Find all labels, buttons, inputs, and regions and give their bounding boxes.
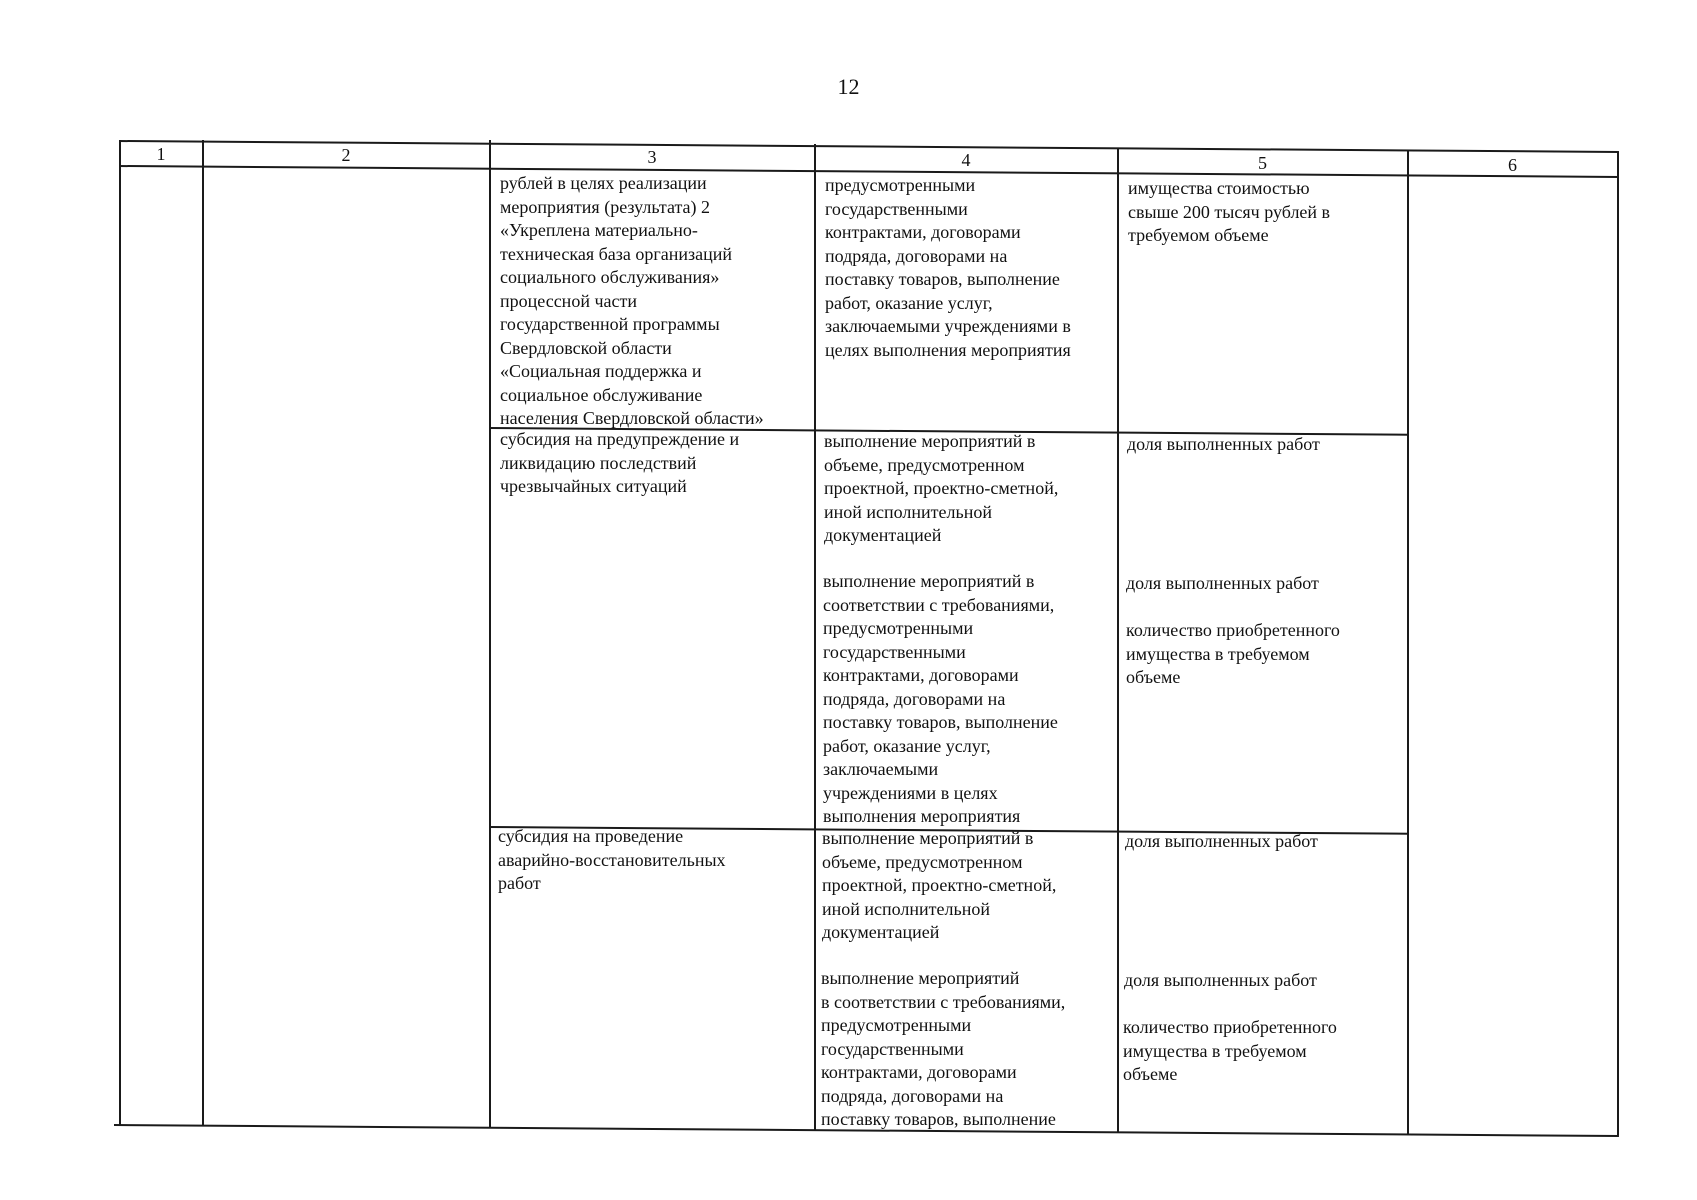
column-header-2: 2: [341, 145, 351, 165]
table-cell: доля выполненных работ: [1126, 573, 1319, 593]
column-divider: [1117, 148, 1119, 1133]
table-cell: предусмотренными государственными контрактами, договорами подряда, договорами на поставку товаров, выполнение работ, оказание услуг, заключаемыми учреждениями в целях выполнения мероприятия: [825, 175, 1071, 360]
column-header-6: 6: [1508, 155, 1517, 175]
table-cell: доля выполненных работ: [1127, 434, 1320, 454]
page-number: 12: [837, 74, 860, 99]
column-divider: [814, 144, 816, 1131]
table-cell: выполнение мероприятий в объеме, предусмотренном проектной, проектно-сметной, иной исполнительной документацией: [822, 828, 1057, 942]
table-cell: доля выполненных работ: [1124, 970, 1317, 990]
column-header-3: 3: [647, 147, 657, 167]
column-divider: [489, 140, 491, 1127]
column-header-1: 1: [156, 144, 166, 164]
table-border-right: [1617, 152, 1619, 1135]
column-divider: [1407, 150, 1409, 1135]
table-cell: имущества стоимостью свыше 200 тысяч рублей в требуемом объеме: [1128, 178, 1331, 245]
table-cell: количество приобретенного имущества в требуемом объеме: [1123, 1017, 1337, 1084]
table-cell: субсидия на проведение аварийно-восстановительных работ: [498, 826, 726, 893]
table-border-left: [119, 140, 121, 1125]
column-header-4: 4: [961, 150, 971, 170]
column-divider: [202, 140, 204, 1125]
table-cell: количество приобретенного имущества в требуемом объеме: [1126, 620, 1340, 687]
table-cell: выполнение мероприятий в соответствии с требованиями, предусмотренными государственными контрактами, договорами подряда, договорами на поставку товаров, выполнение: [821, 968, 1066, 1129]
column-header-5: 5: [1258, 153, 1267, 173]
table-cell: выполнение мероприятий в соответствии с требованиями, предусмотренными государственными контрактами, договорами подряда, договорами на поставку товаров, выполнение работ, оказание услуг, заключаемыми учреждениями в целях выполнения мероприятия: [823, 571, 1058, 826]
table-cell: рублей в целях реализации мероприятия (результата) 2 «Укреплена материально- техническая база организаций социального обслуживания» процессной части государственной программы Свердловской области «Социальная поддержка и социальное обслуживание населения Свердловской области»: [500, 173, 764, 428]
table-cell: выполнение мероприятий в объеме, предусмотренном проектной, проектно-сметной, иной исполнительной документацией: [824, 431, 1059, 545]
table-cell: доля выполненных работ: [1125, 831, 1318, 851]
table-cell: субсидия на предупреждение и ликвидацию последствий чрезвычайных ситуаций: [500, 429, 740, 496]
